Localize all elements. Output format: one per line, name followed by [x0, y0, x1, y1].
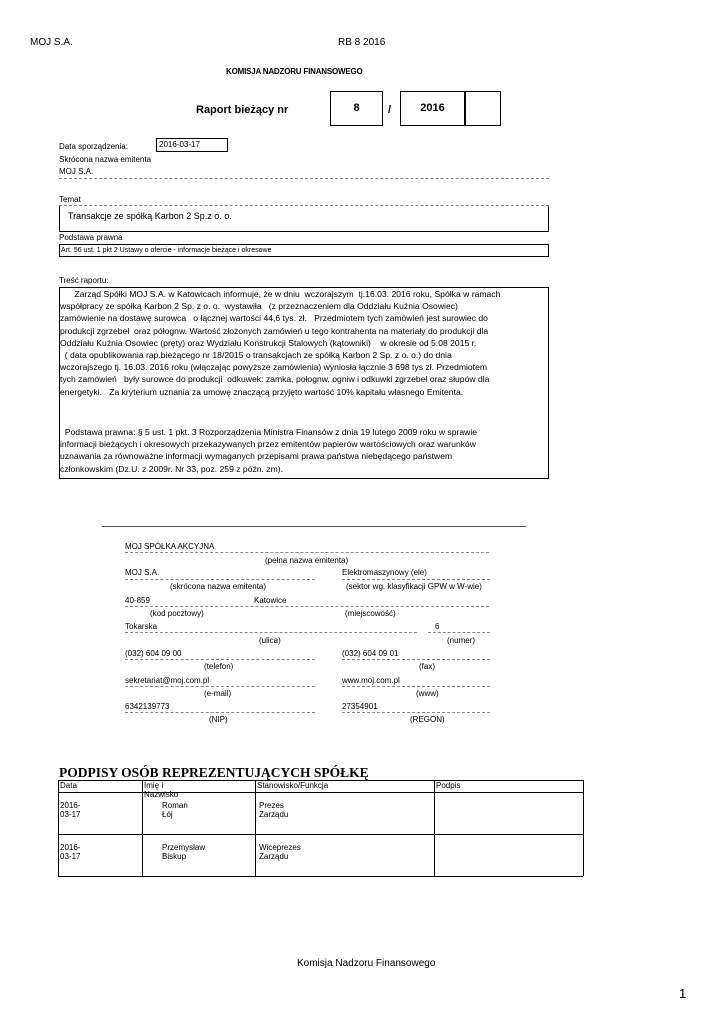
issuer-www: www.moj.com.pl [342, 676, 400, 685]
legal-basis-box [59, 244, 549, 257]
table-header-cell: Podpis [436, 781, 461, 790]
divider [125, 579, 315, 580]
divider [125, 659, 315, 660]
content-legal-basis [60, 426, 477, 475]
issuer-phone: (032) 604 09 00 [125, 649, 182, 658]
date-label: Data sporządzenia: [59, 142, 128, 151]
header-report-code: RB 8 2016 [338, 37, 386, 48]
content-line: wczorajszego tj. 16.03. 2016 roku (włączając powyższe zamówienia) wyniosła łącznie 3 698 tys zł. Przedmiotem [60, 362, 488, 373]
divider [342, 659, 490, 660]
report-year: 2016 [420, 102, 445, 114]
issuer-regon-caption: (REGON) [410, 715, 445, 724]
short-name-label: Skrócona nazwa emitenta [59, 155, 152, 164]
table-vline [255, 780, 256, 876]
content-line: energetyki. Za kryterium uznania za umowę znaczącą przyjęto wartość 10% kapitału własnego Emitenta. [60, 386, 464, 397]
divider [342, 579, 490, 580]
subject-value: Transakcje ze spółką Karbon 2 Sp.z o. o. [68, 211, 232, 221]
issuer-full-name-caption: (pełna nazwa emitenta) [265, 556, 349, 565]
table-header-cell: Stanowisko/Funkcja [257, 781, 329, 790]
content-line: tych zamówień były surowce do produkcji odkuwek: zamka, połognw, ogniw i odkuwki zgrzebeł oraz słupów dla [60, 374, 490, 385]
divider [342, 686, 490, 687]
issuer-street: Tokarska [125, 622, 158, 631]
issuer-short-name-caption: (skrócona nazwa emitenta) [170, 582, 267, 591]
report-number: 8 [353, 102, 360, 114]
content-line: Oddziału Kuźnia Osowiec (pręty) oraz Wydziału Konstrukcji Stalowych (kątowniki) w okresie od 5.08 2015 r. [60, 337, 477, 348]
content-box [59, 287, 549, 479]
legal-basis-label: Podstawa prawna [59, 233, 123, 242]
issuer-phone-caption: (telefon) [204, 662, 234, 671]
content-legal-line: Podstawa prawna: § 5 ust. 1 pkt. 3 Rozporządzenia Ministra Finansów z dnia 19 lutego 2009 roku w sprawie [60, 427, 478, 437]
footer-text: Komisja Nadzoru Finansowego [297, 958, 436, 969]
table-cell: Prezes Zarządu [259, 801, 289, 819]
divider [125, 552, 489, 553]
report-label: Raport bieżący nr [196, 104, 289, 116]
table-hline [58, 834, 583, 835]
content-body [60, 288, 500, 398]
content-legal-line: informacji bieżących i okresowych przekazywanych przez emitentów papierów wartościowych oraz warunków [60, 439, 477, 450]
table-vline [58, 780, 59, 876]
issuer-city-caption: (miejscowość) [345, 609, 396, 618]
table-vline [583, 780, 584, 876]
content-line: Zarząd Spółki MOJ S.A. w Katowicach informuje, że w dniu wczorajszym tj.16.03. 2016 roku, Spółka w ramach [60, 289, 501, 299]
table-vline [434, 780, 435, 876]
subject-label: Temat [59, 195, 81, 204]
divider [59, 178, 549, 179]
content-label: Treść raportu: [59, 276, 109, 285]
date-value: 2016-03-17 [159, 140, 200, 149]
divider [125, 606, 489, 607]
table-hline [58, 792, 583, 793]
issuer-sector: Elektromaszynowy (ele) [342, 568, 427, 577]
table-header-cell: Data [60, 781, 77, 790]
authority-title: KOMISJA NADZORU FINANSOWEGO [226, 67, 363, 76]
issuer-nip-caption: (NIP) [209, 715, 228, 724]
table-header-cell: Imię i Nazwisko [144, 781, 179, 799]
date-box [156, 138, 228, 152]
legal-basis-value: Art. 56 ust. 1 pkt 2 Ustawy o ofercie - informacje bieżące i okresowe [61, 247, 272, 254]
subject-box [59, 206, 549, 232]
content-legal-line: uznawania za równoważne informacji wymaganych przepisami prawa państwa niebędącego państwem [60, 451, 453, 462]
table-cell: 2016-03-17 [60, 843, 81, 861]
issuer-fax-caption: (fax) [419, 662, 435, 671]
report-number-box [330, 91, 383, 126]
signatures-title: PODPISY OSÓB REPREZENTUJĄCYCH SPÓŁKĘ [59, 765, 369, 780]
table-cell: Przemysław Biskup [162, 843, 206, 861]
issuer-email-caption: (e-mail) [204, 689, 232, 698]
issuer-city: Katowice [254, 596, 287, 605]
table-cell: Roman Łój [162, 801, 188, 819]
divider [125, 632, 417, 633]
table-cell: Wiceprezes Zarządu [259, 843, 301, 861]
divider [428, 632, 490, 633]
issuer-sector-caption: (sektor wg. klasyfikacji GPW w W-wie) [346, 582, 482, 591]
issuer-full-name: MOJ SPÓŁKA AKCYJNA [125, 542, 215, 551]
table-hline [58, 876, 583, 877]
page-number: 1 [679, 986, 687, 1001]
issuer-www-caption: (www) [416, 689, 439, 698]
issuer-postal-code-caption: (kod pocztowy) [150, 609, 204, 618]
issuer-postal-code: 40-859 [125, 596, 150, 605]
divider [125, 686, 315, 687]
issuer-short-name: MOJ S.A. [125, 568, 160, 577]
issuer-email: sekretariat@moj.com.pl [125, 676, 210, 685]
header-company: MOJ S.A. [30, 37, 73, 48]
issuer-nip: 6342139773 [125, 702, 170, 711]
content-line: zamówienie na dostawę surowca o łącznej wartości 44,6 tys. zł. Przedmiotem tych zamówień jest surowiec do [60, 313, 488, 324]
content-line: produkcji zgrzebeł oraz półognw. Wartość złożonych zamówień u tego kontrahenta na materiały do produkcji dla [60, 325, 489, 336]
content-line: współpracy ze spółką Karbon 2 Sp. z o. o. wystawiła (z przeznaczeniem dla Oddziału Kuźnia Osowiec) [60, 301, 458, 312]
report-year-box [400, 91, 465, 126]
report-extra-box [465, 91, 501, 126]
issuer-regon: 27354901 [342, 702, 378, 711]
content-line: ( data opublikowania rap.bieżącego nr 18/2015 o transakcjach ze spółką Karbon 2 Sp. z o. o.) do dnia [60, 350, 452, 361]
divider [342, 712, 490, 713]
divider [102, 526, 526, 527]
report-separator: / [388, 104, 392, 116]
short-name-value: MOJ S.A. [59, 167, 94, 176]
issuer-street-caption: (ulica) [259, 636, 281, 645]
table-cell: 2016-03-17 [60, 801, 81, 819]
issuer-number: 6 [435, 622, 440, 631]
content-legal-line: członkowskim (Dz.U. z 2009r. Nr 33, poz. 259 z późn. zm). [60, 463, 284, 474]
divider [125, 712, 315, 713]
table-vline [142, 780, 143, 876]
issuer-number-caption: (numer) [447, 636, 476, 645]
issuer-fax: (032) 604 09 01 [342, 649, 399, 658]
